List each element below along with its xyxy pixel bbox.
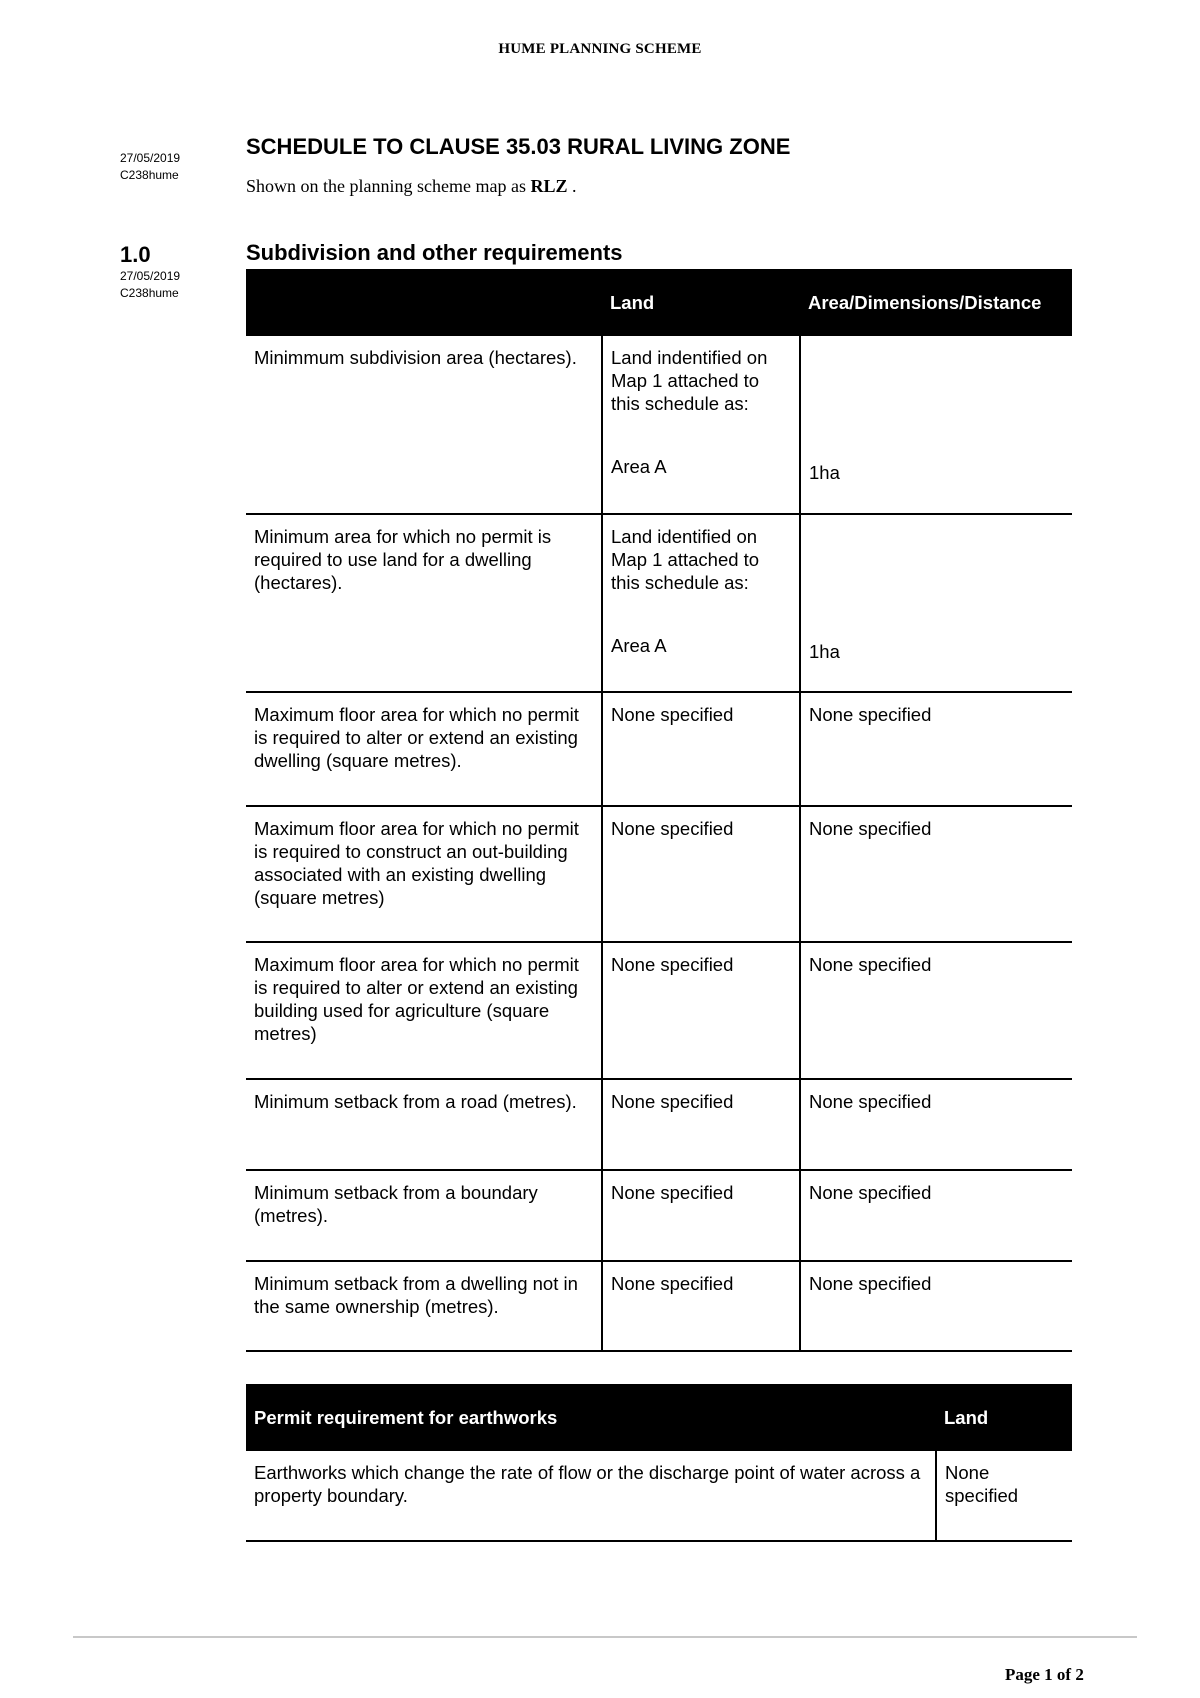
land-item: Area A	[611, 456, 667, 477]
table-row	[246, 514, 1072, 692]
requirement-cell: Earthworks which change the rate of flow or the discharge point of water across a property boundary.	[246, 1451, 936, 1541]
requirement-cell: Maximum floor area for which no permit is required to construct an out-building associated with an existing dwelling (square metres)	[246, 806, 602, 942]
area-item: 1ha	[809, 641, 840, 662]
area-cell: None specified	[800, 692, 1072, 806]
section-date: 27/05/2019	[120, 269, 181, 283]
requirement-cell: Minimum setback from a boundary (metres).	[246, 1170, 602, 1261]
section-title: Subdivision and other requirements	[246, 240, 623, 265]
table-row	[246, 942, 1072, 1079]
land-cell: None specified	[602, 1170, 800, 1261]
column-header-land: Land	[602, 269, 800, 336]
schedule-amendment: C238hume	[120, 168, 179, 182]
shown-suffix: .	[567, 176, 577, 196]
requirement-cell: Minimum setback from a dwelling not in the same ownership (metres).	[246, 1261, 602, 1351]
earthworks-table	[246, 1384, 1072, 1542]
land-cell: None specified	[602, 806, 800, 942]
land-item: Area A	[611, 635, 667, 656]
area-cell	[800, 514, 1072, 692]
section-number: 1.0	[120, 242, 151, 267]
requirement-cell: Maximum floor area for which no permit is required to alter or extend an existing dwelling (square metres).	[246, 692, 602, 806]
schedule-subtitle	[246, 176, 576, 197]
table-header-row	[246, 1384, 1072, 1451]
section-amendment: C238hume	[120, 286, 179, 300]
area-cell: None specified	[800, 1170, 1072, 1261]
land-cell: None specified	[602, 692, 800, 806]
table-header-row	[246, 269, 1072, 336]
column-header-earthworks: Permit requirement for earthworks	[246, 1384, 936, 1451]
land-cell	[602, 514, 800, 692]
column-header-requirement	[246, 269, 602, 336]
requirement-cell: Minimum area for which no permit is required to use land for a dwelling (hectares).	[246, 514, 602, 692]
table-row	[246, 692, 1072, 806]
table-row	[246, 1079, 1072, 1170]
schedule-title: SCHEDULE TO CLAUSE 35.03 RURAL LIVING ZONE	[246, 134, 791, 159]
requirement-cell: Maximum floor area for which no permit is required to alter or extend an existing building used for agriculture (square metres)	[246, 942, 602, 1079]
table-row	[246, 336, 1072, 514]
area-cell: None specified	[800, 1261, 1072, 1351]
page-number: Page 1 of 2	[1005, 1665, 1084, 1684]
table-row	[246, 806, 1072, 942]
area-item: 1ha	[809, 462, 840, 483]
land-cell: None specified	[936, 1451, 1072, 1541]
shown-prefix: Shown on the planning scheme map as	[246, 176, 531, 196]
zone-code: RLZ	[530, 176, 568, 196]
land-cell: None specified	[602, 1261, 800, 1351]
land-text: Land indentified on Map 1 attached to this schedule as:	[611, 347, 768, 414]
land-cell: None specified	[602, 942, 800, 1079]
area-cell: None specified	[800, 1079, 1072, 1170]
requirements-table	[246, 269, 1072, 1352]
area-cell: None specified	[800, 806, 1072, 942]
footer-rule	[73, 1636, 1137, 1638]
running-header: HUME PLANNING SCHEME	[498, 41, 702, 57]
requirement-cell: Minimmum subdivision area (hectares).	[246, 336, 602, 514]
land-cell	[602, 336, 800, 514]
table-row	[246, 1170, 1072, 1261]
area-cell	[800, 336, 1072, 514]
schedule-date: 27/05/2019	[120, 151, 181, 165]
column-header-area: Area/Dimensions/Distance	[800, 269, 1072, 336]
table-row	[246, 1451, 1072, 1541]
land-cell: None specified	[602, 1079, 800, 1170]
land-text: Land identified on Map 1 attached to this schedule as:	[611, 526, 760, 593]
area-cell: None specified	[800, 942, 1072, 1079]
table-row	[246, 1261, 1072, 1351]
column-header-land: Land	[936, 1384, 1072, 1451]
requirement-cell: Minimum setback from a road (metres).	[246, 1079, 602, 1170]
